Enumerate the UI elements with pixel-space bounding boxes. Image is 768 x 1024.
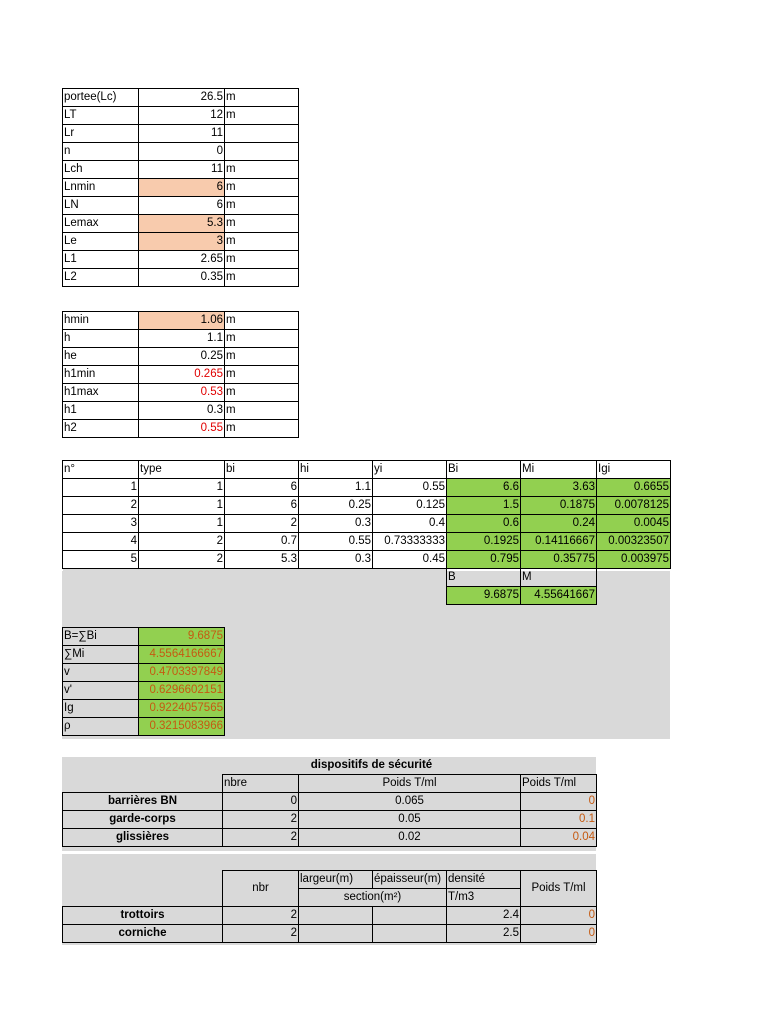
table-cell: 0.14116667 (521, 533, 597, 551)
prop-value: 0.6296602151 (139, 682, 225, 700)
spacer (597, 587, 671, 605)
column-header: nbr (223, 871, 299, 907)
device-total: 0.04 (521, 829, 597, 847)
prop-value: 0.9224057565 (139, 700, 225, 718)
param-value: 6 (139, 179, 225, 197)
param-label: Lr (63, 125, 139, 143)
table-cell: 0.0045 (597, 515, 671, 533)
param-unit: m (225, 233, 299, 251)
securite-table (62, 757, 597, 847)
param-unit: m (225, 179, 299, 197)
param-label: Lemax (63, 215, 139, 233)
param-unit: m (225, 402, 299, 420)
table-row (63, 420, 299, 438)
header-row (63, 775, 597, 793)
param-label: Le (63, 233, 139, 251)
element-densite: 2.4 (447, 907, 521, 925)
column-header: section(m²) (299, 889, 447, 907)
table-cell: 5.3 (225, 551, 299, 569)
prop-label: Ig (63, 700, 139, 718)
table-row (63, 811, 597, 829)
table-cell: 0.55 (373, 479, 447, 497)
param-unit (225, 125, 299, 143)
column-header: épaisseur(m) (373, 871, 447, 889)
table-cell: 2 (63, 497, 139, 515)
spacer (63, 871, 223, 889)
column-header: Poids T/ml (521, 871, 597, 907)
prop-value: 0.3215083966 (139, 718, 225, 736)
header-row (63, 871, 597, 889)
table-cell: 0.795 (447, 551, 521, 569)
element-poids: 0 (521, 907, 597, 925)
device-total: 0 (521, 793, 597, 811)
table-cell: 0.45 (373, 551, 447, 569)
spacer (63, 587, 447, 605)
prop-value: 9.6875 (139, 628, 225, 646)
table-cell: 1 (139, 497, 225, 515)
table-row (63, 907, 597, 925)
prop-label: B=∑Bi (63, 628, 139, 646)
element-name: trottoirs (63, 907, 223, 925)
param-value: 0.55 (139, 420, 225, 438)
param-value: 26.5 (139, 89, 225, 107)
element-count: 2 (223, 925, 299, 943)
table-row (63, 402, 299, 420)
prop-value: 4.5564166667 (139, 646, 225, 664)
table-row (63, 700, 225, 718)
param-unit: m (225, 161, 299, 179)
column-header: hi (299, 461, 373, 479)
param-label: Lnmin (63, 179, 139, 197)
table-cell: 0.003975 (597, 551, 671, 569)
table-cell: 0.1875 (521, 497, 597, 515)
table-row (63, 829, 597, 847)
table-cell: 0.0078125 (597, 497, 671, 515)
prop-value: 0.4703397849 (139, 664, 225, 682)
table-row (63, 312, 299, 330)
param-unit: m (225, 330, 299, 348)
table-row (63, 348, 299, 366)
sum-value: 4.55641667 (521, 587, 597, 605)
table-row (63, 366, 299, 384)
table-cell: 0.125 (373, 497, 447, 515)
prop-label: ∑Mi (63, 646, 139, 664)
column-header: largeur(m) (299, 871, 373, 889)
table-row (63, 533, 671, 551)
table-cell: 0.4 (373, 515, 447, 533)
table-cell: 5 (63, 551, 139, 569)
param-label: n (63, 143, 139, 161)
param-value: 12 (139, 107, 225, 125)
table-cell: 1.1 (299, 479, 373, 497)
section-elements-table (62, 460, 671, 605)
element-largeur (299, 907, 373, 925)
param-unit: m (225, 384, 299, 402)
prop-label: ρ (63, 718, 139, 736)
table-row (63, 664, 225, 682)
securite-title: dispositifs de sécurité (310, 759, 433, 771)
table-cell: 1 (139, 515, 225, 533)
element-largeur (299, 925, 373, 943)
device-name: glissières (63, 829, 223, 847)
element-poids: 0 (521, 925, 597, 943)
table-row (63, 793, 597, 811)
spacer (597, 569, 671, 587)
param-value: 1.06 (139, 312, 225, 330)
param-value: 0.53 (139, 384, 225, 402)
param-label: h1max (63, 384, 139, 402)
param-label: L1 (63, 251, 139, 269)
param-label: h1 (63, 402, 139, 420)
sum-value-row (63, 587, 671, 605)
table-cell: 6.6 (447, 479, 521, 497)
table-row (63, 251, 299, 269)
table-row (63, 215, 299, 233)
table-cell: 0.3 (299, 551, 373, 569)
table-cell: 6 (225, 479, 299, 497)
span-lengths-table (62, 88, 299, 287)
param-value: 5.3 (139, 215, 225, 233)
title-row (63, 757, 597, 775)
table-cell: 1 (63, 479, 139, 497)
table-cell: 0.3 (299, 515, 373, 533)
table-cell: 0.73333333 (373, 533, 447, 551)
table-cell: 0.6 (447, 515, 521, 533)
table-row (63, 330, 299, 348)
param-unit: m (225, 366, 299, 384)
param-unit: m (225, 89, 299, 107)
device-count: 0 (223, 793, 299, 811)
column-header: nbre (223, 775, 299, 793)
column-header: Poids T/ml (521, 775, 597, 793)
table-cell: 4 (63, 533, 139, 551)
param-value: 11 (139, 161, 225, 179)
prop-label: v (63, 664, 139, 682)
table-row (63, 646, 225, 664)
param-value: 0.25 (139, 348, 225, 366)
spacer (63, 889, 223, 907)
param-label: h1min (63, 366, 139, 384)
param-label: Lch (63, 161, 139, 179)
param-unit: m (225, 312, 299, 330)
spacer (63, 775, 223, 793)
param-value: 1.1 (139, 330, 225, 348)
device-name: garde-corps (63, 811, 223, 829)
table-cell: 0.55 (299, 533, 373, 551)
column-header: n° (63, 461, 139, 479)
param-label: L2 (63, 269, 139, 287)
column-header: densité (447, 871, 521, 889)
header-row (63, 461, 671, 479)
element-epaisseur (373, 907, 447, 925)
sum-label-row (63, 569, 671, 587)
table-row (63, 143, 299, 161)
table-row (63, 233, 299, 251)
table-row (63, 718, 225, 736)
param-value: 2.65 (139, 251, 225, 269)
table-cell: 1 (139, 479, 225, 497)
table-cell: 0.7 (225, 533, 299, 551)
param-label: h2 (63, 420, 139, 438)
spacer (63, 569, 447, 587)
table-row (63, 161, 299, 179)
param-value: 0 (139, 143, 225, 161)
table-row (63, 479, 671, 497)
table-cell: 0.35775 (521, 551, 597, 569)
table-row (63, 384, 299, 402)
trottoirs-table (62, 870, 597, 943)
device-count: 2 (223, 811, 299, 829)
param-label: he (63, 348, 139, 366)
spacer (63, 757, 223, 775)
column-header: yi (373, 461, 447, 479)
spacer (521, 757, 597, 775)
device-total: 0.1 (521, 811, 597, 829)
sum-label: B (447, 569, 521, 587)
param-unit (225, 143, 299, 161)
column-header: type (139, 461, 225, 479)
table-cell: 2 (139, 551, 225, 569)
table-row (63, 107, 299, 125)
table-cell: 0.6655 (597, 479, 671, 497)
table-row (63, 269, 299, 287)
heights-table (62, 311, 299, 438)
param-unit: m (225, 420, 299, 438)
sum-value: 9.6875 (447, 587, 521, 605)
table-cell: 6 (225, 497, 299, 515)
table-row (63, 628, 225, 646)
device-weight: 0.02 (299, 829, 521, 847)
element-epaisseur (373, 925, 447, 943)
param-value: 6 (139, 197, 225, 215)
table-row (63, 197, 299, 215)
table-cell: 1.5 (447, 497, 521, 515)
table-cell: 0.25 (299, 497, 373, 515)
prop-label: v' (63, 682, 139, 700)
device-weight: 0.05 (299, 811, 521, 829)
param-value: 3 (139, 233, 225, 251)
param-unit: m (225, 251, 299, 269)
table-row (63, 925, 597, 943)
element-name: corniche (63, 925, 223, 943)
param-unit: m (225, 215, 299, 233)
param-value: 0.35 (139, 269, 225, 287)
param-value: 0.265 (139, 366, 225, 384)
device-weight: 0.065 (299, 793, 521, 811)
header-row (63, 889, 597, 907)
param-label: LN (63, 197, 139, 215)
param-label: LT (63, 107, 139, 125)
table-row (63, 497, 671, 515)
table-cell: 2 (139, 533, 225, 551)
param-value: 0.3 (139, 402, 225, 420)
table-row (63, 179, 299, 197)
element-count: 2 (223, 907, 299, 925)
column-header: Poids T/ml (299, 775, 521, 793)
param-label: h (63, 330, 139, 348)
param-unit: m (225, 348, 299, 366)
column-header: Bi (447, 461, 521, 479)
param-unit: m (225, 197, 299, 215)
table-cell: 0.1925 (447, 533, 521, 551)
table-row (63, 125, 299, 143)
table-row (63, 682, 225, 700)
column-header: bi (225, 461, 299, 479)
table-cell: 3.63 (521, 479, 597, 497)
table-row (63, 89, 299, 107)
element-densite: 2.5 (447, 925, 521, 943)
column-header: Mi (521, 461, 597, 479)
table-cell: 0.24 (521, 515, 597, 533)
sum-label: M (521, 569, 597, 587)
device-count: 2 (223, 829, 299, 847)
column-header: T/m3 (447, 889, 521, 907)
column-header: Igi (597, 461, 671, 479)
table-cell: 3 (63, 515, 139, 533)
table-row (63, 515, 671, 533)
param-unit: m (225, 107, 299, 125)
table-row (63, 551, 671, 569)
table-cell: 2 (225, 515, 299, 533)
table-cell: 0.00323507 (597, 533, 671, 551)
device-name: barrières BN (63, 793, 223, 811)
param-label: portee(Lc) (63, 89, 139, 107)
param-value: 11 (139, 125, 225, 143)
param-label: hmin (63, 312, 139, 330)
section-properties-table (62, 627, 225, 736)
param-unit: m (225, 269, 299, 287)
